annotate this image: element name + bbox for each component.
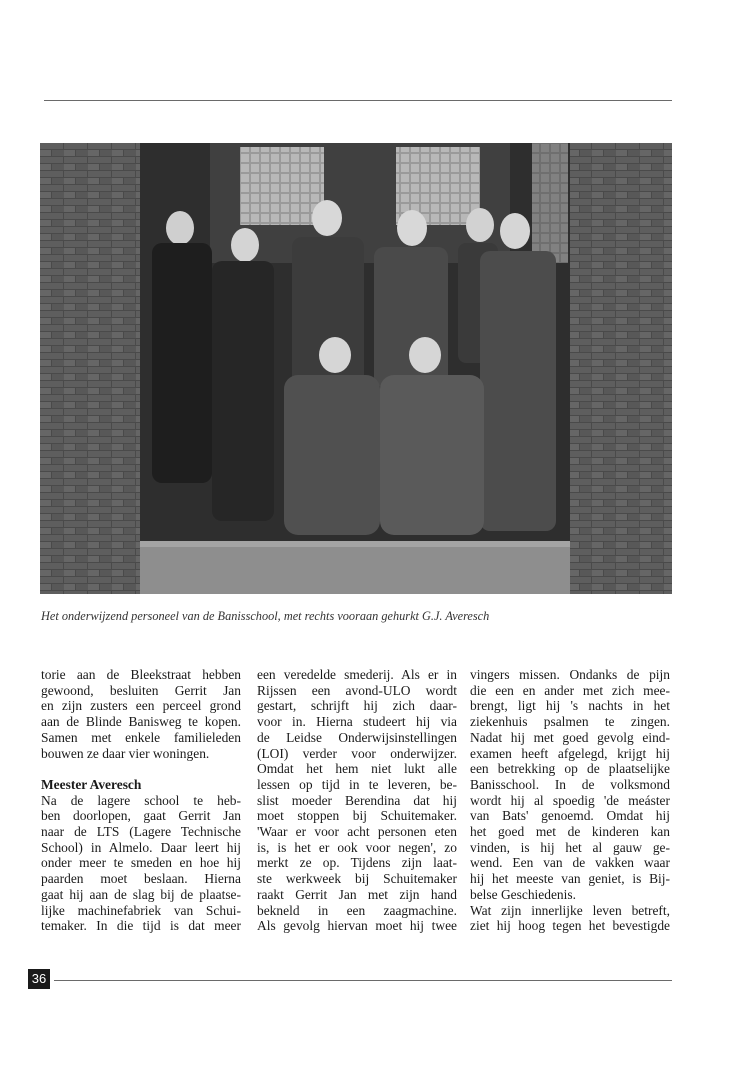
text-line: slist moeder Berendina dat hij bbox=[257, 792, 457, 808]
text-line: van Bats' genoemd. Omdat hij bbox=[470, 808, 670, 824]
text-line: torie aan de Bleekstraat hebben bbox=[41, 667, 241, 682]
text-line: Omdat het hem niet lukt alle bbox=[257, 761, 457, 777]
group-photo bbox=[40, 143, 672, 594]
text-line: het goed met de kinderen kan bbox=[470, 824, 670, 840]
text-line: ben doorlopen, gaat Gerrit Jan bbox=[41, 808, 241, 824]
text-line: wend. Een van de vakken waar bbox=[470, 855, 670, 871]
page-number: 36 bbox=[28, 969, 50, 989]
text-line: lijke machinefabriek van Schui- bbox=[41, 902, 241, 918]
text-line: wordt hij al spoedig 'de meáster bbox=[470, 792, 670, 808]
text-line: brengt, ligt hij 's nachts in het bbox=[470, 698, 670, 714]
text-line: vingers missen. Ondanks de pijn bbox=[470, 667, 670, 682]
text-line: bekneld in een zaagmachine. bbox=[257, 902, 457, 918]
text-line: naar de LTS (Lagere Technische bbox=[41, 824, 241, 840]
text-column-1 bbox=[41, 667, 241, 934]
text-line: gestart, schrijft hij zich daar- bbox=[257, 698, 457, 714]
text-line: aan de Blinde Banisweg te kopen. bbox=[41, 714, 241, 730]
text-line: examen heeft afgelegd, krijgt hij bbox=[470, 745, 670, 761]
text-line: Rijssen een avond-ULO wordt bbox=[257, 682, 457, 698]
section-heading: Meester Averesch bbox=[41, 776, 142, 792]
text-line: de Leidse Onderwijsinstellingen bbox=[257, 729, 457, 745]
text-line: raakt Gerrit Jan met zijn hand bbox=[257, 886, 457, 902]
paragraph-gap bbox=[41, 761, 241, 777]
photo-caption: Het onderwijzend personeel van de Banisschool, met rechts vooraan gehurkt G.J. Averesch bbox=[41, 609, 490, 623]
text-line: belse Geschiedenis. bbox=[470, 886, 576, 902]
text-line: temaker. In die tijd is dat meer bbox=[41, 918, 241, 934]
text-line: ziet hij hoog tegen het bevestigde bbox=[470, 918, 670, 934]
text-line: School) in Almelo. Daar leert hij bbox=[41, 839, 241, 855]
text-line: gaat hij aan de slag bij de plaatse- bbox=[41, 886, 241, 902]
bottom-rule bbox=[54, 980, 672, 981]
text-line: voor in. Hierna studeert hij via bbox=[257, 714, 457, 730]
text-line: 'Waar er voor acht personen eten bbox=[257, 824, 457, 840]
text-line: paarden moet beslaan. Hierna bbox=[41, 871, 241, 887]
text-line: gewoond, besluiten Gerrit Jan bbox=[41, 682, 241, 698]
text-line: onder meer te smeden en hoe hij bbox=[41, 855, 241, 871]
text-line: (LOI) verder voor onderwijzer. bbox=[257, 745, 457, 761]
text-line: lessen op tijd in te leveren, be- bbox=[257, 776, 457, 792]
text-column-2 bbox=[257, 667, 457, 934]
top-rule bbox=[44, 100, 672, 101]
text-line: moet stoppen bij Schuitemaker. bbox=[257, 808, 457, 824]
text-column-3 bbox=[470, 667, 670, 934]
text-line: Banisschool. In de volksmond bbox=[470, 776, 670, 792]
text-line: Na de lagere school te heb- bbox=[41, 792, 241, 808]
text-line: hij het meeste van geniet, is Bij- bbox=[470, 871, 670, 887]
text-line: die een en ander met zich mee- bbox=[470, 682, 670, 698]
text-line: een betrekking op de plaatselijke bbox=[470, 761, 670, 777]
text-line: ziekenhuis psalmen te zingen. bbox=[470, 714, 670, 730]
text-line: vinden, is hij het al gauw ge- bbox=[470, 839, 670, 855]
text-line: Nadat hij met goed gevolg eind- bbox=[470, 729, 670, 745]
text-line: merkt ze op. Tijdens zijn laat- bbox=[257, 855, 457, 871]
text-line: Wat zijn innerlijke leven betreft, bbox=[470, 902, 670, 918]
text-line: Als gevolg hiervan moet hij twee bbox=[257, 918, 457, 934]
text-line: een veredelde smederij. Als er in bbox=[257, 667, 457, 682]
text-line: is, is het er ook voor negen', zo bbox=[257, 839, 457, 855]
text-line: en zijn zusters een perceel grond bbox=[41, 698, 241, 714]
text-line: bouwen ze daar vier woningen. bbox=[41, 745, 210, 761]
text-line: ste werkweek bij Schuitemaker bbox=[257, 871, 457, 887]
text-line: Samen met enkele familieleden bbox=[41, 729, 241, 745]
